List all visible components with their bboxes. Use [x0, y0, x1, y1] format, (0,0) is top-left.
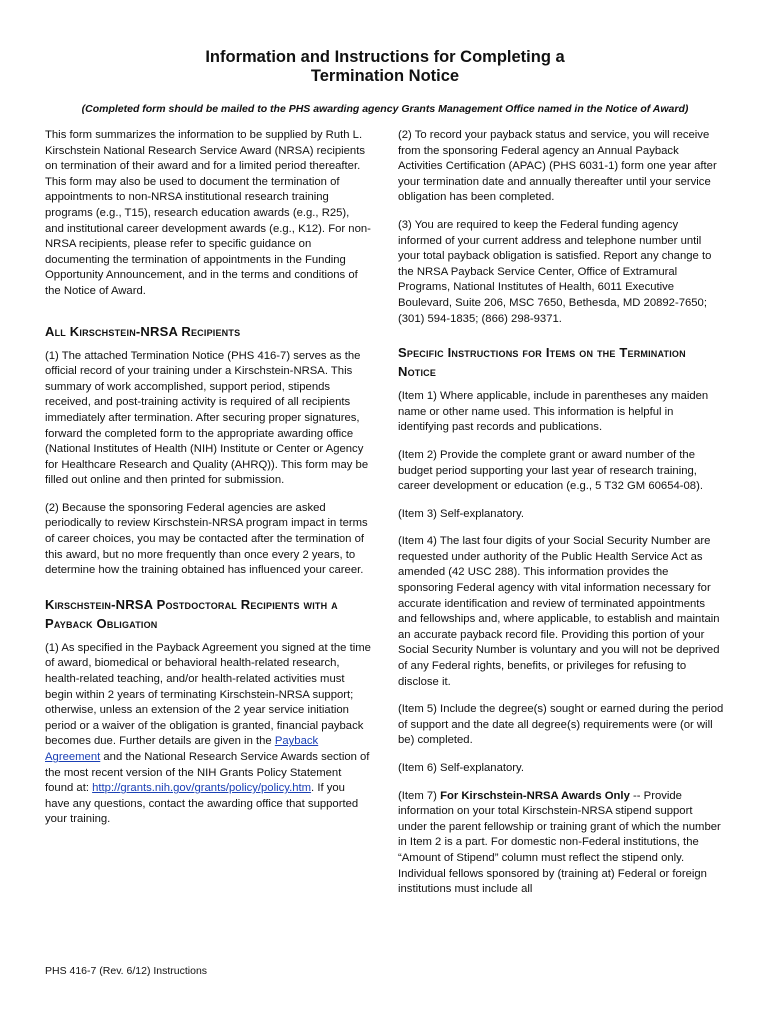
document-title	[0, 48, 770, 86]
intro-paragraph: This form summarizes the information to be supplied by Ruth L. Kirschstein National Research Service Award (NRSA) recipients on termination of their award and for a limited period thereafter. This form may also be used to document the termination of appointments to non-NRSA institutional research training programs (e.g., T15), research education awards (e.g., R25), and institutional career development awards (e.g., K12). For non-NRSA recipients, please refer to specific guidance on documenting the termination of appointments in the Funding Opportunity Announcement, and in the terms and conditions of the Notice of Award.	[45, 129, 371, 297]
item-7-text: -- Provide information on your total Kirschstein-NRSA stipend support under the parent fellowship or training grant of which the number in Item 2 is a part. For domestic non-Federal institutions, the “Amount of Stipend” column must reflect the stipend only. Individual fellows sponsored by (training at) Federal or foreign institutions must include all	[398, 789, 721, 896]
item-2-instruction: (Item 2) Provide the complete grant or award number of the budget period supporting your last year of research training, career development or education (e.g., 5 T32 GM 60654-08).	[398, 448, 703, 493]
payback-item-3: (3) You are required to keep the Federal funding agency informed of your current address and telephone number until your total payback obligation is satisfied. Report any change to the NRSA Payback Service Center, Office of Extramural Programs, National Institutes of Health, 6011 Executive Boulevard, Suite 206, MSC 7650, Bethesda, MD 20892-7650; (301) 594-1835; (866) 298-9371.	[398, 218, 712, 325]
title-line-2: Termination Notice	[310, 67, 460, 85]
heading-specific-instructions: Specific Instructions for Items on the Termination Notice	[398, 345, 686, 380]
mailing-instruction: (Completed form should be mailed to the PHS awarding agency Grants Management Office named in the Notice of Award)	[81, 103, 689, 115]
payback-text-a: (1) As specified in the Payback Agreement you signed at the time of award, biomedical or behavioral health-related research, health-related teaching, and/or health-related activities must begin within 2 years of terminating Kirschstein-NRSA support; otherwise, unless an extension of the 2 year service initiation period or a waiver of the obligation is granted, financial payback becomes due. Further details are given in the	[45, 641, 371, 748]
item-7-bold: For Kirschstein-NRSA Awards Only	[440, 789, 630, 802]
grants-policy-link[interactable]: http://grants.nih.gov/grants/policy/policy.htm	[92, 782, 312, 795]
payback-text-c: . If you have any questions, contact the awarding office that supported your training.	[45, 782, 359, 826]
heading-all-recipients: All Kirschstein-NRSA Recipients	[45, 323, 241, 339]
payback-agreement-link[interactable]: Payback Agreement	[45, 735, 319, 763]
item-3-instruction: (Item 3) Self-explanatory.	[398, 507, 524, 520]
payback-item-2: (2) To record your payback status and service, you will receive from the sponsoring Federal agency an Annual Payback Activities Certification (APAC) (PHS 6031-1) form one year after your termination date and annually thereafter until your service obligation has been completed.	[398, 129, 717, 204]
item-6-instruction: (Item 6) Self-explanatory.	[398, 762, 524, 774]
payback-item-1	[45, 641, 371, 828]
item-1-instruction: (Item 1) Where applicable, include in parentheses any maiden name or other name used. This information is helpful in identifying past records and publications.	[398, 390, 709, 434]
heading-postdoctoral-payback: Kirschstein-NRSA Postdoctoral Recipients with a Payback Obligation	[45, 596, 338, 631]
left-column	[45, 128, 371, 840]
item-7-instruction	[398, 789, 724, 898]
all-recipients-item-1: (1) The attached Termination Notice (PHS 416-7) serves as the official record of your training under a Kirschstein-NRSA. This summary of work accomplished, support period, stipends received, and post-training activity is required of all recipients immediately after termination. After securing proper signatures, forward the completed form to the appropriate awarding office (National Institutes of Health (NIH) Institute or Center or Agency for Healthcare Research and Quality (AHRQ)). This form may be filled out online and then printed for submission.	[45, 349, 369, 487]
all-recipients-item-2: (2) Because the sponsoring Federal agencies are asked periodically to review Kirschstein-NRSA program impact in terms of career choices, you may be contacted after the termination of this award, but no more frequently than once every 2 years, to determine how the training obtained has influenced your career.	[45, 501, 368, 577]
right-column	[398, 128, 724, 910]
item-7-prefix: (Item 7)	[398, 789, 441, 802]
form-footer: PHS 416-7 (Rev. 6/12) Instructions	[45, 965, 208, 977]
title-line-1: Information and Instructions for Completing a	[205, 48, 565, 66]
payback-text-b: and the National Research Service Awards section of the most recent version of the NIH Grants Policy Statement found at:	[45, 751, 370, 795]
item-5-instruction: (Item 5) Include the degree(s) sought or earned during the period of support and the date all degree(s) requirements were (or will be) completed.	[398, 703, 724, 747]
item-4-instruction: (Item 4) The last four digits of your Social Security Number are requested under authority of the Public Health Service Act as amended (42 USC 288). This information provides the sponsoring Federal agency with vital information necessary for accurate identification and review of terminated appointments and fellowships and, where applicable, to establish and maintain an accurate payback record file. Providing this portion of your Social Security Number is voluntary and you will not be deprived of any Federal rights, benefits, or privileges for refusing to disclose it.	[398, 535, 720, 688]
